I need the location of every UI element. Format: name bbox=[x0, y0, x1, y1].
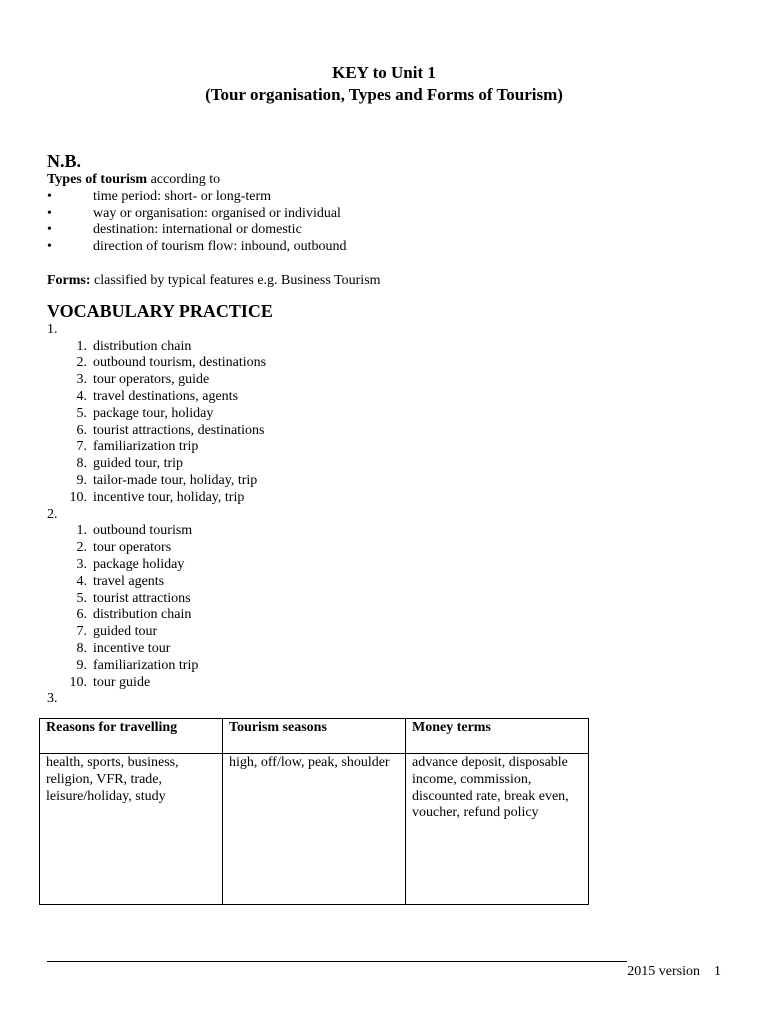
bullet-item bbox=[47, 239, 727, 256]
item-number: 6. bbox=[76, 422, 87, 438]
bullet-item bbox=[47, 189, 727, 206]
vocabulary-table bbox=[39, 718, 589, 905]
page-number: 1 bbox=[714, 964, 721, 979]
bullet-text: direction of tourism flow: inbound, outbound bbox=[93, 239, 347, 255]
item-text: tour operators, guide bbox=[93, 372, 210, 388]
types-of-tourism-rest: according to bbox=[147, 172, 221, 187]
exercise-1-list bbox=[47, 339, 727, 507]
item-number: 9. bbox=[76, 472, 87, 488]
list-item bbox=[47, 540, 727, 557]
table-header-row bbox=[40, 719, 589, 754]
nb-heading: N.B. bbox=[47, 151, 82, 171]
types-of-tourism-label: Types of tourism bbox=[47, 172, 148, 187]
list-item bbox=[47, 675, 727, 692]
item-text: tour operators bbox=[93, 540, 172, 556]
item-number: 6. bbox=[76, 607, 87, 623]
footer bbox=[627, 964, 721, 981]
item-text: incentive tour, holiday, trip bbox=[93, 489, 245, 505]
item-text: travel agents bbox=[93, 573, 165, 589]
item-text: outbound tourism bbox=[93, 523, 193, 539]
list-item bbox=[47, 607, 727, 624]
item-number: 7. bbox=[76, 439, 87, 455]
item-text: tourist attractions, destinations bbox=[93, 422, 265, 438]
list-item bbox=[47, 423, 727, 440]
item-text: package holiday bbox=[93, 556, 185, 572]
main-content bbox=[47, 150, 727, 708]
forms-rest: classified by typical features e.g. Business Tourism bbox=[90, 272, 381, 288]
list-item bbox=[47, 439, 727, 456]
list-item bbox=[47, 406, 727, 423]
item-text: incentive tour bbox=[93, 640, 171, 656]
bullet-text: time period: short- or long-term bbox=[93, 188, 272, 204]
header-money: Money terms bbox=[406, 719, 589, 754]
item-text: outbound tourism, destinations bbox=[93, 355, 267, 371]
item-text: tourist attractions bbox=[93, 590, 191, 606]
footer-version: 2015 version bbox=[627, 964, 700, 979]
header-seasons: Tourism seasons bbox=[223, 719, 406, 754]
item-text: tour guide bbox=[93, 674, 151, 690]
list-item bbox=[47, 490, 727, 507]
item-text: guided tour, trip bbox=[93, 456, 184, 472]
item-number: 5. bbox=[76, 405, 87, 421]
list-item bbox=[47, 624, 727, 641]
item-text: guided tour bbox=[93, 624, 158, 640]
cell-seasons: high, off/low, peak, shoulder bbox=[223, 754, 406, 905]
item-text: familiarization trip bbox=[93, 439, 199, 455]
list-item bbox=[47, 473, 727, 490]
bullet-text: destination: international or domestic bbox=[93, 222, 302, 238]
bullet-item bbox=[47, 206, 727, 223]
item-number: 5. bbox=[76, 590, 87, 606]
title-block bbox=[0, 62, 768, 106]
list-item bbox=[47, 339, 727, 356]
list-item bbox=[47, 658, 727, 675]
item-number: 2. bbox=[76, 355, 87, 371]
item-number: 3. bbox=[76, 556, 87, 572]
bullet-icon: • bbox=[47, 222, 52, 238]
item-number: 9. bbox=[76, 657, 87, 673]
exercise-2-label: 2. bbox=[47, 506, 58, 522]
bullet-icon: • bbox=[47, 239, 52, 255]
list-item bbox=[47, 574, 727, 591]
table-row bbox=[40, 754, 589, 905]
item-text: travel destinations, agents bbox=[93, 388, 239, 404]
item-text: distribution chain bbox=[93, 338, 192, 354]
bullet-text: way or organisation: organised or individual bbox=[93, 205, 341, 221]
types-bullet-list bbox=[47, 189, 727, 256]
forms-label: Forms: bbox=[47, 272, 91, 288]
item-number: 8. bbox=[76, 640, 87, 656]
item-number: 8. bbox=[76, 456, 87, 472]
list-item bbox=[47, 641, 727, 658]
item-number: 3. bbox=[76, 372, 87, 388]
item-number: 7. bbox=[76, 624, 87, 640]
exercise-2-list bbox=[47, 523, 727, 691]
list-item bbox=[47, 372, 727, 389]
cell-reasons: health, sports, business, religion, VFR, trade, leisure/holiday, study bbox=[40, 754, 223, 905]
item-text: tailor-made tour, holiday, trip bbox=[93, 472, 258, 488]
spacer bbox=[47, 256, 727, 273]
header-reasons: Reasons for travelling bbox=[40, 719, 223, 754]
list-item bbox=[47, 355, 727, 372]
title-line-1: KEY to Unit 1 bbox=[332, 63, 436, 82]
list-item bbox=[47, 456, 727, 473]
bullet-item bbox=[47, 222, 727, 239]
footer-divider bbox=[47, 961, 627, 962]
bullet-icon: • bbox=[47, 205, 52, 221]
exercise-3-label: 3. bbox=[47, 691, 58, 707]
item-number: 1. bbox=[76, 523, 87, 539]
item-number: 4. bbox=[76, 388, 87, 404]
vocabulary-practice-heading: VOCABULARY PRACTICE bbox=[47, 300, 273, 321]
item-text: package tour, holiday bbox=[93, 405, 214, 421]
item-text: familiarization trip bbox=[93, 657, 199, 673]
bullet-icon: • bbox=[47, 188, 52, 204]
item-number: 4. bbox=[76, 573, 87, 589]
item-number: 10. bbox=[69, 674, 87, 690]
types-of-tourism-line bbox=[47, 172, 727, 189]
item-number: 2. bbox=[76, 540, 87, 556]
forms-line bbox=[47, 273, 727, 290]
cell-money: advance deposit, disposable income, commission, discounted rate, break even, voucher, refund policy bbox=[406, 754, 589, 905]
exercise-1-label: 1. bbox=[47, 321, 58, 337]
list-item bbox=[47, 557, 727, 574]
list-item bbox=[47, 523, 727, 540]
title-line-2: (Tour organisation, Types and Forms of Tourism) bbox=[205, 85, 563, 104]
item-number: 10. bbox=[69, 489, 87, 505]
list-item bbox=[47, 389, 727, 406]
item-number: 1. bbox=[76, 338, 87, 354]
item-text: distribution chain bbox=[93, 607, 192, 623]
list-item bbox=[47, 591, 727, 608]
